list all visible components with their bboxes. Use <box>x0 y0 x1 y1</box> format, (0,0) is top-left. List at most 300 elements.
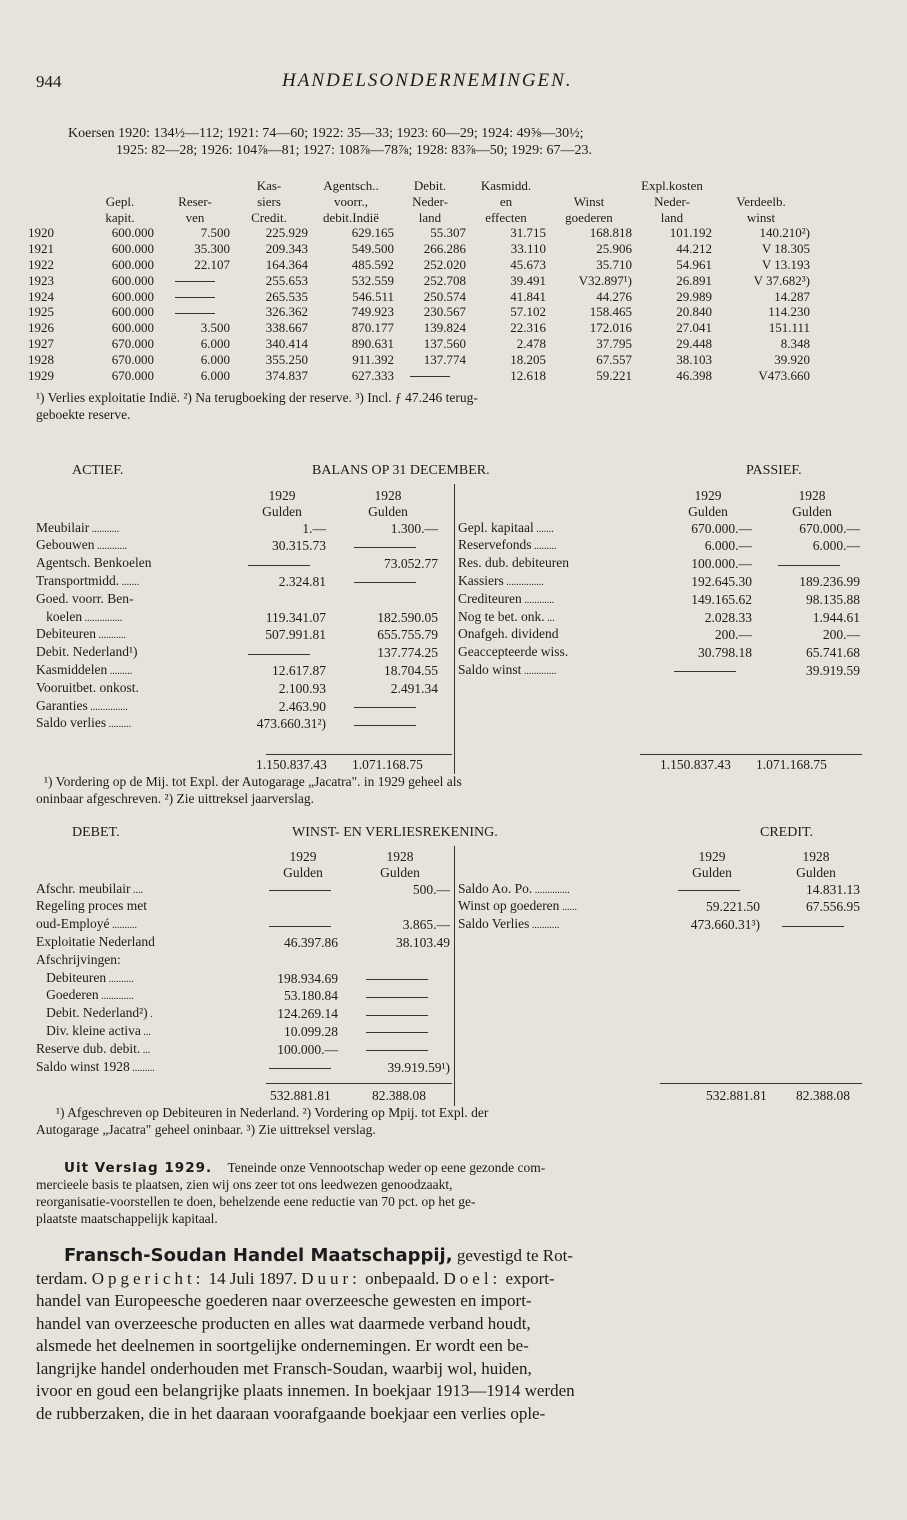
debet-value <box>344 952 456 970</box>
passief-total-rule <box>640 754 862 755</box>
actief-label <box>36 680 232 698</box>
debet-label-text: Saldo winst 1928 <box>36 1058 130 1074</box>
credit-label-text: Winst op goederen <box>458 898 560 914</box>
debet-value <box>344 1041 456 1059</box>
results-year-cell: 1928 <box>28 351 54 367</box>
results-value-cell: 22.316 <box>510 320 546 336</box>
passief-value <box>758 555 866 573</box>
results-header-cell: Neder- <box>654 193 690 209</box>
results-value-cell: V473.660 <box>758 367 810 383</box>
results-dash <box>175 313 215 314</box>
debet-label-text: Exploitatie Nederland <box>36 933 155 949</box>
debet-label <box>36 970 262 988</box>
passief-label <box>458 609 658 627</box>
actief-value <box>332 591 444 609</box>
passief-label <box>458 626 658 644</box>
debet-value: 53.180.84 <box>284 988 338 1004</box>
debet-label-text: Afschrijvingen: <box>36 951 121 967</box>
results-row <box>28 273 810 289</box>
actief-value: 2.324.81 <box>278 573 326 589</box>
passief-unit-spacer <box>458 504 658 520</box>
passief-row <box>458 609 866 627</box>
debet-total-1928: 82.388.08 <box>372 1088 426 1103</box>
winst-footnote-2: Autogarage „Jacatra" geheel oninbaar. ³) Zie uittreksel verslag. <box>36 1122 376 1137</box>
debet-label-dots: . <box>147 1009 153 1021</box>
actief-dash <box>248 565 310 566</box>
actief-dash <box>354 547 416 548</box>
company-line1-rest: gevestigd te Rot- <box>456 1246 573 1265</box>
credit-row <box>458 881 866 899</box>
actief-label-text: Goed. voorr. Ben- <box>36 590 134 606</box>
results-value-cell: 230.567 <box>423 304 466 320</box>
credit-label <box>458 916 658 934</box>
credit-unit-row <box>458 865 866 881</box>
debet-label-text: Regeling proces met <box>36 898 147 914</box>
passief-value: 200.— <box>714 627 752 643</box>
results-dash-cell <box>160 304 230 320</box>
debet-total-rule <box>266 1083 452 1084</box>
debet-row <box>36 916 456 934</box>
verslag-line-3: reorganisatie-voorstellen te doen, behelzende eene reductie van 70 pct. op het ge- <box>36 1194 476 1209</box>
running-title: HANDELSONDERNEMINGEN. <box>282 70 573 91</box>
results-value-cell: 14.287 <box>774 288 810 304</box>
actief-unit-spacer <box>36 504 232 520</box>
debet-label-dots: ... <box>140 1026 151 1038</box>
results-header-cell: land <box>660 209 684 225</box>
debet-row <box>36 934 456 952</box>
debet-value <box>344 1023 456 1041</box>
results-dash <box>175 297 215 298</box>
results-value-cell: 137.774 <box>423 351 466 367</box>
debet-value <box>344 898 456 916</box>
results-row <box>28 304 810 320</box>
actief-label <box>36 555 232 573</box>
actief-value <box>332 715 444 733</box>
results-header-cell <box>28 210 80 226</box>
results-row <box>28 225 810 241</box>
results-header-cell: debit.Indië <box>323 209 379 225</box>
results-value-cell: 890.631 <box>351 335 394 351</box>
passief-label-text: Onafgeh. dividend <box>458 626 559 642</box>
credit-row <box>458 916 866 934</box>
results-value-cell: 532.559 <box>351 272 394 288</box>
debet-row <box>36 1023 456 1041</box>
results-value-cell: 35.300 <box>194 241 230 257</box>
verslag-text-1: Teneinde onze Vennootschap weder op eene gezonde com- <box>227 1160 546 1175</box>
results-footnote-1: ¹) Verlies exploitatie Indië. ²) Na terugboeking der reserve. ³) Incl. ƒ 47.246 terug- <box>36 390 478 405</box>
passief-label <box>458 520 658 538</box>
results-year-cell: 1926 <box>28 320 54 336</box>
passief-row <box>458 520 866 538</box>
results-value-cell: 54.961 <box>676 256 712 272</box>
actief-label-dots: ............... <box>87 701 128 713</box>
results-value-cell: 6.000 <box>200 367 230 383</box>
passief-heading: PASSIEF. <box>746 463 802 478</box>
results-year-cell: 1927 <box>28 335 54 351</box>
actief-row <box>36 573 444 591</box>
debet-label <box>36 916 262 934</box>
actief-label <box>36 591 232 609</box>
credit-year-1928: 1928 <box>802 849 830 864</box>
actief-label-text: Garanties <box>36 697 88 713</box>
results-value-cell: 33.110 <box>510 241 546 257</box>
results-value-cell: 600.000 <box>111 304 154 320</box>
results-value-cell: 55.307 <box>430 225 466 241</box>
results-value-cell: 29.448 <box>676 335 712 351</box>
credit-heading: CREDIT. <box>760 825 814 840</box>
passief-label <box>458 573 658 591</box>
opgericht-label: Opgericht: <box>91 1268 205 1288</box>
credit-value: 473.660.31³) <box>690 917 760 933</box>
results-value-cell: 250.574 <box>423 288 466 304</box>
results-value-cell: 59.221 <box>596 367 632 383</box>
results-value-cell: 8.348 <box>780 335 810 351</box>
actief-year-1929: 1929 <box>268 488 296 503</box>
passief-value: 30.798.18 <box>698 645 752 661</box>
credit-label-text: Saldo Ao. Po. <box>458 880 533 896</box>
actief-label-text: Debit. Nederland¹) <box>36 644 138 660</box>
verslag-label: Uit Verslag 1929. <box>64 1160 213 1176</box>
passief-row <box>458 591 866 609</box>
passief-value: 670.000.— <box>691 520 752 536</box>
actief-value <box>232 555 332 573</box>
passief-value: 100.000.— <box>691 556 752 572</box>
passief-label-text: Geaccepteerde wiss. <box>458 644 569 660</box>
actief-row <box>36 644 444 662</box>
debet-value: 46.397.86 <box>284 934 338 950</box>
results-header-cell <box>80 178 160 194</box>
actief-label <box>36 537 232 555</box>
debet-year-spacer <box>36 849 262 865</box>
passief-value: 192.645.30 <box>691 573 752 589</box>
verslag-line-2: mercieele basis te plaatsen, zien wij ons zeer tot ons leedwezen genoodzaakt, <box>36 1177 453 1192</box>
results-value-cell: 627.333 <box>351 367 394 383</box>
actief-label <box>36 715 232 733</box>
actief-row <box>36 537 444 555</box>
actief-heading: ACTIEF. <box>72 463 124 478</box>
results-value-cell: 629.165 <box>351 225 394 241</box>
debet-row <box>36 1059 456 1077</box>
debet-value <box>262 881 344 899</box>
debet-row <box>36 1041 456 1059</box>
passief-label <box>458 591 658 609</box>
passief-value: 98.135.88 <box>806 591 860 607</box>
results-row <box>28 368 810 384</box>
actief-value <box>332 573 444 591</box>
debet-unit-row <box>36 865 456 881</box>
debet-row <box>36 952 456 970</box>
passief-label <box>458 537 658 555</box>
actief-value: 655.755.79 <box>377 627 438 643</box>
passief-year-1928: 1928 <box>798 488 826 503</box>
results-dash-cell <box>394 368 466 384</box>
passief-label <box>458 644 658 662</box>
debet-label-text: Afschr. meubilair <box>36 880 131 896</box>
actief-label <box>36 698 232 716</box>
actief-label-text: Meubilair <box>36 519 90 535</box>
actief-value: 2.491.34 <box>390 680 438 696</box>
results-header-cell <box>28 178 80 194</box>
debet-label <box>36 952 262 970</box>
results-header-cell: Verdeelb. <box>736 193 786 209</box>
results-value-cell: 600.000 <box>111 288 154 304</box>
passief-dash <box>778 565 840 566</box>
debet-label-dots: ... <box>140 1044 151 1056</box>
actief-value <box>232 644 332 662</box>
actief-row <box>36 680 444 698</box>
passief-label-text: Saldo winst <box>458 661 522 677</box>
actief-label-text: Transportmidd. <box>36 572 120 588</box>
results-value-cell: 265.535 <box>265 288 308 304</box>
debet-label-text: Goederen <box>36 987 99 1003</box>
actief-dash <box>354 707 416 708</box>
actief-label-text: Kasmiddelen <box>36 661 108 677</box>
results-table <box>28 178 810 383</box>
actief-total-1929: 1.150.837.43 <box>256 757 327 772</box>
debet-label <box>36 1059 262 1077</box>
winst-footnote-1: ¹) Afgeschreven op Debiteuren in Nederland. ²) Vordering op Mpij. tot Expl. der <box>56 1105 489 1120</box>
debet-value: 38.103.49 <box>396 934 450 950</box>
results-value-cell: 340.414 <box>265 335 308 351</box>
debet-dash <box>366 997 428 998</box>
debet-value <box>262 1059 344 1077</box>
results-header-cell <box>28 194 80 210</box>
actief-unit-row <box>36 504 444 520</box>
credit-row <box>458 898 866 916</box>
actief-label <box>36 520 232 538</box>
results-value-cell: 172.016 <box>589 320 632 336</box>
passief-label-text: Reservefonds <box>458 537 532 553</box>
results-value-cell: 26.891 <box>676 272 712 288</box>
company-line-7: ivoor en goud een belangrijke plaats innemen. In boekjaar 1913—1914 werden <box>36 1381 575 1400</box>
debet-label-dots: ............. <box>98 991 134 1003</box>
actief-dash <box>354 725 416 726</box>
credit-dash <box>782 926 844 927</box>
actief-year-1928: 1928 <box>374 488 402 503</box>
debet-label-text: Reserve dub. debit. <box>36 1040 141 1056</box>
results-value-cell: 25.906 <box>596 241 632 257</box>
results-value-cell: 374.837 <box>265 367 308 383</box>
company-line-1 <box>36 1245 878 1268</box>
results-value-cell: 266.286 <box>423 241 466 257</box>
credit-total-rule <box>660 1083 862 1084</box>
actief-value: 507.991.81 <box>265 627 326 643</box>
duur-label: Duur: <box>301 1268 361 1288</box>
results-row <box>28 257 810 273</box>
results-value-cell: 549.500 <box>351 241 394 257</box>
credit-unit-spacer <box>458 865 658 881</box>
results-year-cell: 1921 <box>28 241 54 257</box>
balans-title: BALANS OP 31 DECEMBER. <box>312 463 490 478</box>
passief-row <box>458 537 866 555</box>
credit-value <box>766 916 866 934</box>
winst-title: WINST- EN VERLIESREKENING. <box>292 825 498 840</box>
results-value-cell: 670.000 <box>111 335 154 351</box>
credit-total-1928: 82.388.08 <box>796 1088 850 1103</box>
passief-label-dots: ............. <box>521 665 557 677</box>
actief-value: 473.660.31²) <box>256 716 326 732</box>
results-value-cell: V32.897¹) <box>578 272 632 288</box>
results-value-cell: 911.392 <box>352 351 394 367</box>
results-value-cell: V 37.682³) <box>753 272 810 288</box>
actief-value: 2.100.93 <box>278 680 326 696</box>
passief-value: 2.028.33 <box>704 609 752 625</box>
actief-label <box>36 662 232 680</box>
actief-value: 137.774.25 <box>377 645 438 661</box>
credit-value: 14.831.13 <box>806 881 860 897</box>
debet-year-row <box>36 849 456 865</box>
passief-value: 670.000.— <box>799 520 860 536</box>
debet-label-dots: .... <box>130 884 143 896</box>
results-value-cell: 326.362 <box>265 304 308 320</box>
results-value-cell: 151.111 <box>768 320 810 336</box>
results-footnote-2: geboekte reserve. <box>36 407 131 422</box>
balans-divider <box>454 484 455 774</box>
results-value-cell: 39.491 <box>510 272 546 288</box>
actief-value <box>332 698 444 716</box>
results-value-cell: 158.465 <box>589 304 632 320</box>
actief-dash <box>354 582 416 583</box>
results-dash-cell <box>160 289 230 305</box>
passief-row <box>458 644 866 662</box>
passief-label <box>458 662 658 680</box>
actief-label <box>36 609 232 627</box>
results-value-cell: 114.230 <box>768 304 810 320</box>
debet-value: 500.— <box>412 881 450 897</box>
actief-row <box>36 626 444 644</box>
passief-label-dots: ... <box>544 612 555 624</box>
passief-row <box>458 662 866 680</box>
credit-year-row <box>458 849 866 865</box>
credit-year-1929: 1929 <box>698 849 726 864</box>
actief-row <box>36 555 444 573</box>
credit-table <box>458 849 866 934</box>
results-value-cell: 41.841 <box>510 288 546 304</box>
results-header-cell: Credit. <box>251 209 287 225</box>
results-value-cell: V 18.305 <box>761 241 810 257</box>
debet-label <box>36 987 262 1005</box>
results-value-cell: 6.000 <box>200 335 230 351</box>
verslag-line-1 <box>64 1159 878 1177</box>
results-header-cell: Kasmidd. <box>480 178 532 193</box>
balans-footnote-1: ¹) Vordering op de Mij. tot Expl. der Autogarage „Jacatra". in 1929 geheel als <box>44 774 462 789</box>
koersen-line-1: Koersen 1920: 134½—112; 1921: 74—60; 1922: 35—33; 1923: 60—29; 1924: 49⅝—30½; <box>68 126 584 141</box>
passief-total-1928: 1.071.168.75 <box>756 757 827 772</box>
results-value-cell: 600.000 <box>111 272 154 288</box>
results-value-cell: 749.923 <box>351 304 394 320</box>
debet-value <box>262 898 344 916</box>
debet-label-text: oud-Employé <box>36 916 110 932</box>
credit-value: 59.221.50 <box>706 899 760 915</box>
debet-label-dots: .......... <box>106 973 134 985</box>
debet-label <box>36 881 262 899</box>
debet-dash <box>366 979 428 980</box>
results-dash <box>410 376 450 377</box>
results-value-cell: 6.000 <box>200 351 230 367</box>
results-value-cell: 485.592 <box>351 256 394 272</box>
debet-row <box>36 881 456 899</box>
company-line-8: de rubberzaken, die in het daaraan voorafgaande boekjaar een verlies ople- <box>36 1403 546 1423</box>
credit-label-dots: .............. <box>532 884 570 896</box>
results-value-cell: 12.618 <box>510 367 546 383</box>
results-row <box>28 320 810 336</box>
actief-label-dots: ......... <box>106 719 132 731</box>
actief-label-text: Gebouwen <box>36 537 95 553</box>
passief-label-text: Res. dub. debiteuren <box>458 555 569 571</box>
duur-value: onbepaald. <box>365 1268 440 1288</box>
passief-label-text: Nog te bet. onk. <box>458 608 545 624</box>
results-header-cell <box>712 178 810 194</box>
passief-year-row <box>458 488 866 504</box>
results-value-cell: 670.000 <box>111 367 154 383</box>
passief-year-1929: 1929 <box>694 488 722 503</box>
results-header-cell: ven <box>185 209 205 225</box>
results-value-cell: 67.557 <box>596 351 632 367</box>
opgericht-value: 14 Juli 1897. <box>208 1268 297 1288</box>
passief-value: 39.919.59 <box>806 662 860 678</box>
passief-label <box>458 555 658 573</box>
actief-row <box>36 591 444 609</box>
actief-value: 2.463.90 <box>278 698 326 714</box>
results-header-cell: goederen <box>565 209 613 225</box>
company-paragraph <box>36 1245 878 1425</box>
results-header-cell <box>546 178 632 194</box>
debet-label-dots: ......... <box>129 1062 155 1074</box>
passief-row <box>458 573 866 591</box>
actief-total-1928: 1.071.168.75 <box>352 757 423 772</box>
debet-unit-spacer <box>36 865 262 881</box>
credit-label-text: Saldo Verlies <box>458 916 530 932</box>
results-header-cell <box>160 178 230 194</box>
results-header-cell: effecten <box>485 209 527 225</box>
results-value-cell: 252.708 <box>423 272 466 288</box>
results-value-cell: 39.920 <box>774 351 810 367</box>
results-header-cell: Reser- <box>178 193 212 209</box>
passief-dash <box>674 671 736 672</box>
debet-label-text: Div. kleine activa <box>36 1022 141 1038</box>
passief-unit-1929: Gulden <box>688 503 728 519</box>
passief-row <box>458 626 866 644</box>
results-year-cell: 1925 <box>28 304 54 320</box>
actief-label-dots: ........... <box>95 630 126 642</box>
results-year-cell: 1922 <box>28 256 54 272</box>
actief-value: 30.315.73 <box>272 538 326 554</box>
results-value-cell: 35.710 <box>596 256 632 272</box>
debet-unit-1928: Gulden <box>380 864 420 880</box>
results-value-cell: 31.715 <box>510 225 546 241</box>
results-value-cell: 600.000 <box>111 225 154 241</box>
actief-row <box>36 609 444 627</box>
actief-value <box>232 591 332 609</box>
actief-label <box>36 644 232 662</box>
debet-label <box>36 1005 262 1023</box>
actief-label-dots: ............ <box>94 541 127 553</box>
results-value-cell: V 13.193 <box>761 256 810 272</box>
debet-dash <box>366 1050 428 1051</box>
passief-value: 1.944.61 <box>812 609 860 625</box>
passief-value: 6.000.— <box>704 538 752 554</box>
results-value-cell: 44.276 <box>596 288 632 304</box>
results-value-cell: 45.673 <box>510 256 546 272</box>
actief-unit-1928: Gulden <box>368 503 408 519</box>
results-value-cell: 22.107 <box>194 256 230 272</box>
actief-label-text: koelen <box>36 608 83 624</box>
passief-unit-row <box>458 504 866 520</box>
passief-value: 6.000.— <box>812 538 860 554</box>
passief-unit-1928: Gulden <box>792 503 832 519</box>
company-line-3: handel van Europeesche goederen naar overzeesche gewesten en import- <box>36 1291 532 1310</box>
passief-label-dots: ....... <box>533 523 554 535</box>
